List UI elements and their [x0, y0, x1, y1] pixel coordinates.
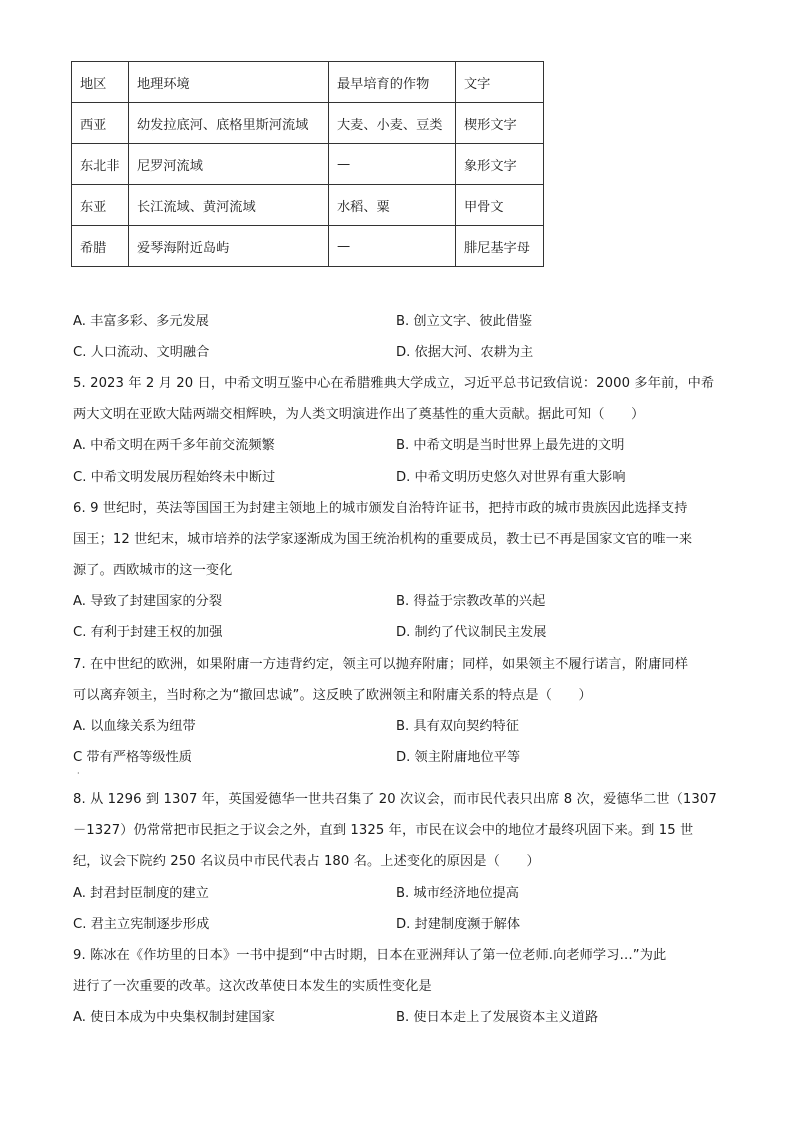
table-cell: 象形文字	[456, 144, 544, 185]
table-header-cell: 最早培育的作物	[329, 62, 456, 103]
table-cell: 幼发拉底河、底格里斯河流域	[129, 103, 329, 144]
q9-option-b[interactable]: B. 使日本走上了发展资本主义道路	[396, 1010, 599, 1025]
q8-stem-line: －1327）仍常常把市民拒之于议会之外，直到 1325 年，市民在议会中的地位才最终巩固下来。到 15 世	[73, 823, 694, 838]
q5-option-c[interactable]: C. 中希文明发展历程始终未中断过	[73, 470, 276, 485]
q8-stem-line: 纪，议会下院约 250 名议员中市民代表占 180 名。上述变化的原因是（ ）	[73, 854, 540, 869]
q4-option-c[interactable]: C. 人口流动、文明融合	[73, 345, 210, 360]
table-header-row	[72, 62, 544, 103]
table-header-cell: 文字	[456, 62, 544, 103]
q4-option-b[interactable]: B. 创立文字、彼此借鉴	[396, 314, 533, 329]
q5-stem-line: 5. 2023 年 2 月 20 日，中希文明互鉴中心在希腊雅典大学成立，习近平总书记致信说：2000 多年前，中希	[73, 376, 715, 391]
q4-option-a[interactable]: A. 丰富多彩、多元发展	[73, 314, 209, 329]
table-row	[72, 103, 544, 144]
q8-stem-line: 8. 从 1296 到 1307 年，英国爱德华一世共召集了 20 次议会，而市民代表只出席 8 次，爱德华二世（1307	[73, 792, 717, 807]
table-cell: —	[329, 144, 456, 185]
table-cell: 爱琴海附近岛屿	[129, 226, 329, 267]
q6-stem-line: 国王；12 世纪末，城市培养的法学家逐渐成为国王统治机构的重要成员，教士已不再是国家文官的唯一来	[73, 532, 693, 547]
civilization-table	[71, 61, 544, 267]
q7-option-c[interactable]: C 带有严格等级性质	[73, 750, 192, 765]
q6-option-d[interactable]: D. 制约了代议制民主发展	[396, 625, 547, 640]
q6-option-c[interactable]: C. 有利于封建王权的加强	[73, 625, 223, 640]
table-header-cell: 地区	[72, 62, 129, 103]
table-row	[72, 144, 544, 185]
table-cell: 希腊	[72, 226, 129, 267]
q7-stem-line: 7. 在中世纪的欧洲，如果附庸一方违背约定，领主可以抛弃附庸；同样，如果领主不履行诺言，附庸同样	[73, 657, 689, 672]
q9-stem-line: 9. 陈冰在《作坊里的日本》一书中提到“中古时期，日本在亚洲拜认了第一位老师.向老师学习…”为此	[73, 948, 667, 963]
q6-stem-line: 6. 9 世纪时，英法等国国王为封建主领地上的城市颁发自治特许证书，把持市政的城市贵族因此选择支持	[73, 501, 688, 516]
table-cell: 大麦、小麦、豆类	[329, 103, 456, 144]
table-cell: 腓尼基字母	[456, 226, 544, 267]
q7-stem-line: 可以离弃领主，当时称之为“撤回忠诚”。这反映了欧洲领主和附庸关系的特点是（ ）	[73, 688, 592, 703]
q9-option-a[interactable]: A. 使日本成为中央集权制封建国家	[73, 1010, 275, 1025]
table-cell: —	[329, 226, 456, 267]
table-cell: 长江流域、黄河流域	[129, 185, 329, 226]
q5-option-b[interactable]: B. 中希文明是当时世界上最先进的文明	[396, 438, 625, 453]
q7-option-b[interactable]: B. 具有双向契约特征	[396, 719, 519, 734]
stray-dot-mark: ·	[77, 769, 80, 778]
q6-option-b[interactable]: B. 得益于宗教改革的兴起	[396, 594, 546, 609]
table-cell: 甲骨文	[456, 185, 544, 226]
q5-stem-line: 两大文明在亚欧大陆两端交相辉映，为人类文明演进作出了奠基性的重大贡献。据此可知（ ）	[73, 407, 645, 422]
q5-option-d[interactable]: D. 中希文明历史悠久对世界有重大影响	[396, 470, 626, 485]
table-cell: 西亚	[72, 103, 129, 144]
table-cell: 尼罗河流域	[129, 144, 329, 185]
q7-option-d[interactable]: D. 领主附庸地位平等	[396, 750, 521, 765]
table-cell: 楔形文字	[456, 103, 544, 144]
q8-option-b[interactable]: B. 城市经济地位提高	[396, 886, 519, 901]
table-row	[72, 185, 544, 226]
q4-option-d[interactable]: D. 依据大河、农耕为主	[396, 345, 534, 360]
q7-option-a[interactable]: A. 以血缘关系为纽带	[73, 719, 196, 734]
q5-option-a[interactable]: A. 中希文明在两千多年前交流频繁	[73, 438, 275, 453]
q9-stem-line: 进行了一次重要的改革。这次改革使日本发生的实质性变化是	[73, 979, 432, 994]
q8-option-d[interactable]: D. 封建制度濒于解体	[396, 917, 521, 932]
q8-option-a[interactable]: A. 封君封臣制度的建立	[73, 886, 209, 901]
table-row	[72, 226, 544, 267]
q6-stem-line: 源了。西欧城市的这一变化	[73, 563, 233, 578]
table-cell: 东北非	[72, 144, 129, 185]
q6-option-a[interactable]: A. 导致了封建国家的分裂	[73, 594, 223, 609]
q8-option-c[interactable]: C. 君主立宪制逐步形成	[73, 917, 210, 932]
table-cell: 水稻、粟	[329, 185, 456, 226]
table-header-cell: 地理环境	[129, 62, 329, 103]
table-cell: 东亚	[72, 185, 129, 226]
